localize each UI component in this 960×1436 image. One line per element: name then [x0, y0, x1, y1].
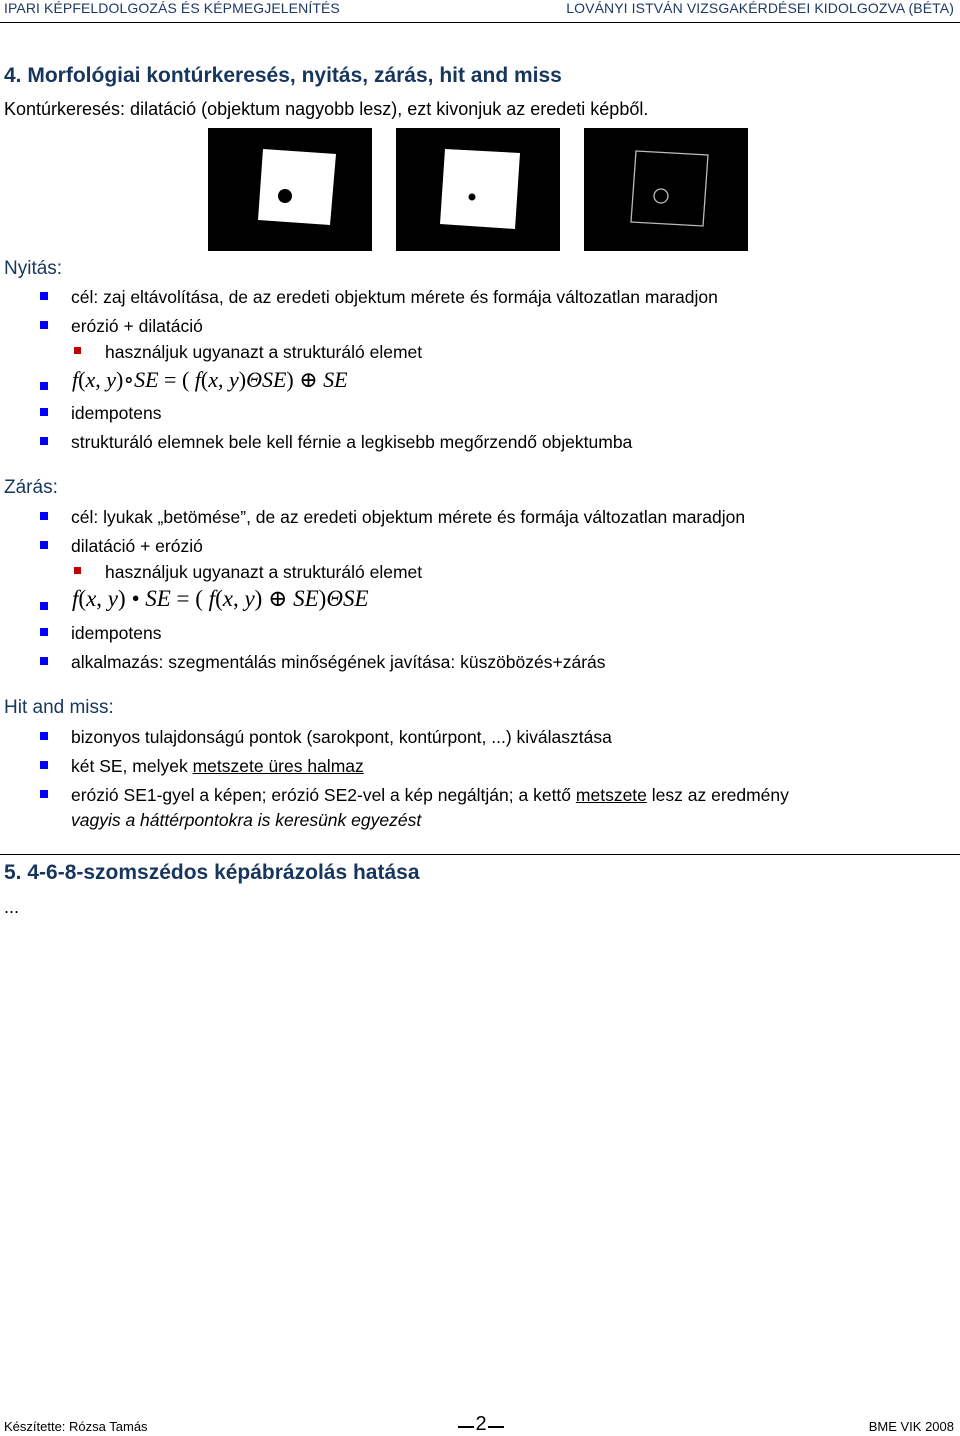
bullet-icon — [40, 512, 48, 520]
page-number-dash-right — [488, 1426, 504, 1428]
opening-item-same-se: használjuk ugyanazt a strukturáló elemet — [105, 342, 423, 362]
hitmiss-label: Hit and miss: — [4, 697, 114, 718]
bullet-icon — [40, 657, 48, 665]
opening-formula: f(x, y)∘SE = ( f(x, y)ΘSE) ⊕ SE — [72, 367, 348, 392]
bullet-icon — [40, 382, 48, 390]
bullet-icon — [40, 790, 48, 798]
closing-item-steps: dilatáció + erózió — [71, 536, 203, 556]
bullet-icon — [40, 732, 48, 740]
header-rule — [0, 22, 960, 23]
closing-item-goal: cél: lyukak „betömése”, de az eredeti objektum mérete és formája változatlan maradjon — [71, 507, 746, 527]
figure-dilated-image — [396, 128, 560, 251]
hitmiss-item-two-se-underlined: metszete üres halmaz — [192, 756, 364, 776]
closing-item-same-se: használjuk ugyanazt a strukturáló elemet — [105, 562, 423, 582]
hitmiss-item-erosion-underlined: metszete — [575, 785, 647, 805]
closing-formula: f(x, y) • SE = ( f(x, y) ⊕ SE)ΘSE — [72, 586, 369, 611]
closing-label: Zárás: — [4, 477, 58, 498]
figure-contour-image — [584, 128, 748, 251]
hitmiss-item-erosion-note: vagyis a háttérpontokra is keresünk egyezést — [71, 810, 422, 830]
bullet-icon — [40, 761, 48, 769]
hitmiss-item-erosion — [71, 785, 789, 806]
bullet-icon — [40, 292, 48, 300]
bullet-icon — [40, 321, 48, 329]
running-header-right: LOVÁNYI ISTVÁN VIZSGAKÉRDÉSEI KIDOLGOZVA (BÉTA) — [566, 0, 954, 16]
figure-original-image — [208, 128, 372, 251]
closing-item-idempotent: idempotens — [71, 623, 162, 643]
footer-year: BME VIK 2008 — [868, 1419, 954, 1434]
bullet-icon — [40, 628, 48, 636]
section-5-title: 5. 4-6-8-szomszédos képábrázolás hatása — [4, 861, 420, 884]
running-header-left: IPARI KÉPFELDOLGOZÁS ÉS KÉPMEGJELENÍTÉS — [4, 0, 340, 16]
bullet-icon — [40, 437, 48, 445]
section-divider — [0, 854, 960, 855]
contour-intro: Kontúrkeresés: dilatáció (objektum nagyobb lesz), ezt kivonjuk az eredeti képből. — [4, 99, 649, 119]
sub-bullet-icon — [74, 567, 81, 574]
bullet-icon — [40, 602, 48, 610]
hitmiss-item-erosion-tail: lesz az eredmény — [646, 785, 789, 805]
opening-item-goal: cél: zaj eltávolítása, de az eredeti objektum mérete és formája változatlan maradjon — [71, 287, 718, 307]
hitmiss-item-select: bizonyos tulajdonságú pontok (sarokpont, kontúrpont, ...) kiválasztása — [71, 727, 612, 747]
bullet-icon — [40, 541, 48, 549]
page-number-dash-left — [458, 1426, 474, 1428]
hitmiss-item-two-se-text: két SE, melyek — [71, 756, 193, 776]
sub-bullet-icon — [74, 347, 81, 354]
opening-item-idempotent: idempotens — [71, 403, 162, 423]
closing-item-application: alkalmazás: szegmentálás minőségének javítása: küszöbözés+zárás — [71, 652, 606, 672]
bullet-icon — [40, 408, 48, 416]
opening-item-steps: erózió + dilatáció — [71, 316, 203, 336]
section-4-title: 4. Morfológiai kontúrkeresés, nyitás, zárás, hit and miss — [4, 64, 562, 87]
footer-author: Készítette: Rózsa Tamás — [4, 1419, 148, 1434]
page-number: 2 — [475, 1413, 487, 1435]
hitmiss-item-erosion-text: erózió SE1-gyel a képen; erózió SE2-vel a kép negáltján; a kettő — [71, 785, 576, 805]
section-5-body: ... — [4, 897, 20, 917]
hitmiss-item-two-se — [71, 756, 364, 777]
opening-item-se-size: strukturáló elemnek bele kell férnie a legkisebb megőrzendő objektumba — [71, 432, 633, 452]
opening-label: Nyitás: — [4, 258, 63, 279]
